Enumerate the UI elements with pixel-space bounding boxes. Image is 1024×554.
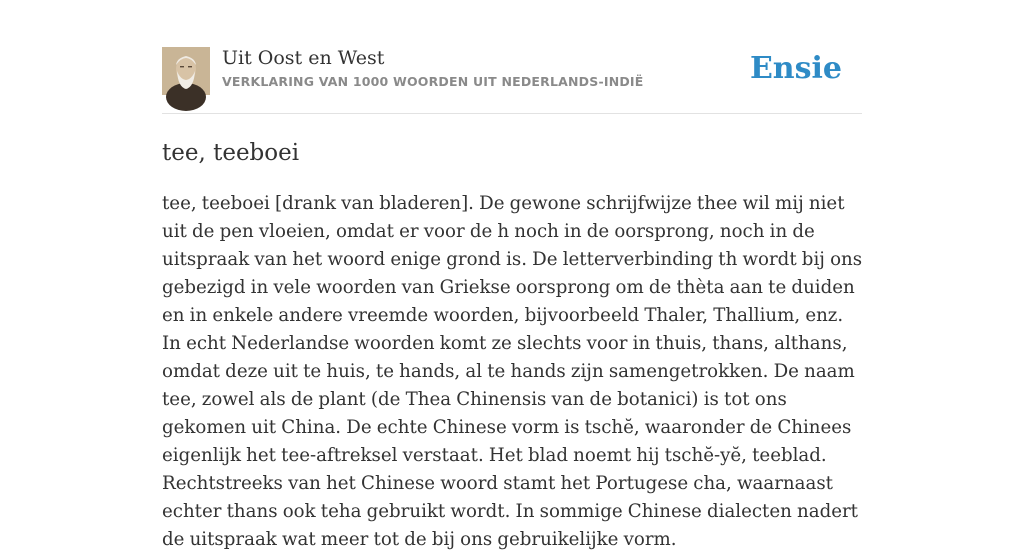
entry-title: tee, teeboei bbox=[162, 140, 300, 166]
author-subtitle[interactable]: VERKLARING VAN 1000 WOORDEN UIT NEDERLANDS-INDIË bbox=[222, 74, 644, 89]
entry-header bbox=[162, 46, 862, 96]
entry-body-text: tee, teeboei [drank van bladeren]. De gewone schrijfwijze thee wil mij niet uit de pen vloeien, omdat er voor de h noch in de oorsprong, noch in de uitspraak van het woord enige grond is. De letterverbinding th wordt bij ons gebezigd in vele woorden van Griekse oorsprong om de thèta aan te duiden en in enkele andere vreemde woorden, bijvoorbeeld Thaler, Thallium, enz. In echt Nederlandse woorden komt ze slechts voor in thuis, thans, althans, omdat deze uit te huis, te hands, al te hands zijn samengetrokken. De naam tee, zowel als de plant (de Thea Chinensis van de botanici) is tot ons gekomen uit China. De echte Chinese vorm is tschĕ, waaronder de Chinees eigenlijk het tee-aftreksel verstaat. Het blad noemt hij tschĕ-yĕ, teeblad. Rechtstreeks van het Chinese woord stamt het Portugese cha, waarnaast echter thans ook teha gebruikt wordt. In sommige Chinese dialecten nadert de uitspraak wat meer tot de bij ons gebruikelijke vorm. bbox=[162, 193, 863, 550]
portrait-avatar-icon[interactable] bbox=[162, 47, 210, 95]
ensie-logo[interactable]: Ensie bbox=[749, 51, 842, 86]
author-name[interactable]: Uit Oost en West bbox=[222, 47, 385, 69]
header-divider bbox=[162, 113, 862, 114]
